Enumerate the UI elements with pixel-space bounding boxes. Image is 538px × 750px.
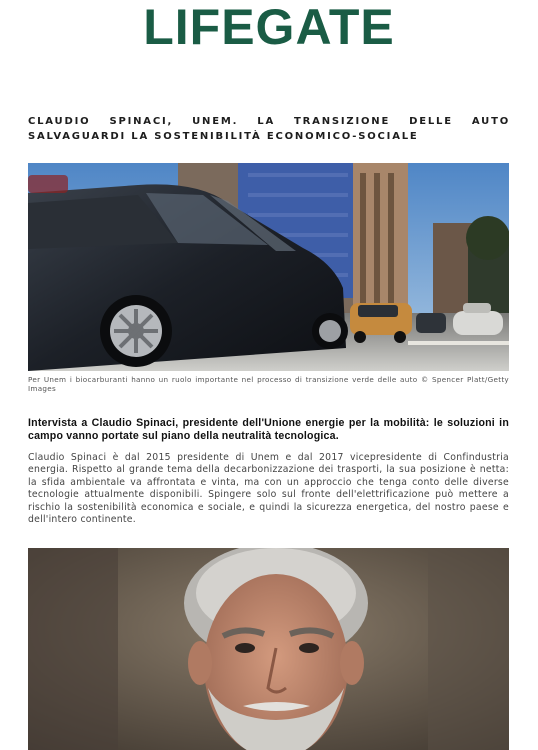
article-body: Claudio Spinaci è dal 2015 presidente di Unem e dal 2017 vicepresidente di Confindustria energia. Rispetto al grande tema della decarbonizzazione dei trasporti, la sua posizione è netta: la sfida ambientale va affrontata e vinta, ma con un approccio che tenga conto delle diverse tecnologie attualmente disponibili. Spingere solo sul fronte dell'elettrificazione può mettere a rischio la sostenibilità economica e sociale, e quindi la sicurezza energetica, del nostro paese e dell'intero continente. [28, 452, 509, 526]
portrait-image [28, 548, 509, 750]
lifegate-logo[interactable]: LIFEGATE [143, 0, 395, 55]
hero-image-caption: Per Unem i biocarburanti hanno un ruolo importante nel processo di transizione verde delle auto © Spencer Platt/Getty Images [28, 375, 509, 393]
article-lead: Intervista a Claudio Spinaci, presidente dell'Unione energie per la mobilità: le soluzioni in campo vanno portate sul piano della neutralità tecnologica. [28, 417, 509, 442]
article-title: CLAUDIO SPINACI, UNEM. LA TRANSIZIONE DELLE AUTO SALVAGUARDI LA SOSTENIBILITÀ ECONOMICO-SOCIALE [28, 116, 510, 142]
hero-image [28, 163, 509, 371]
